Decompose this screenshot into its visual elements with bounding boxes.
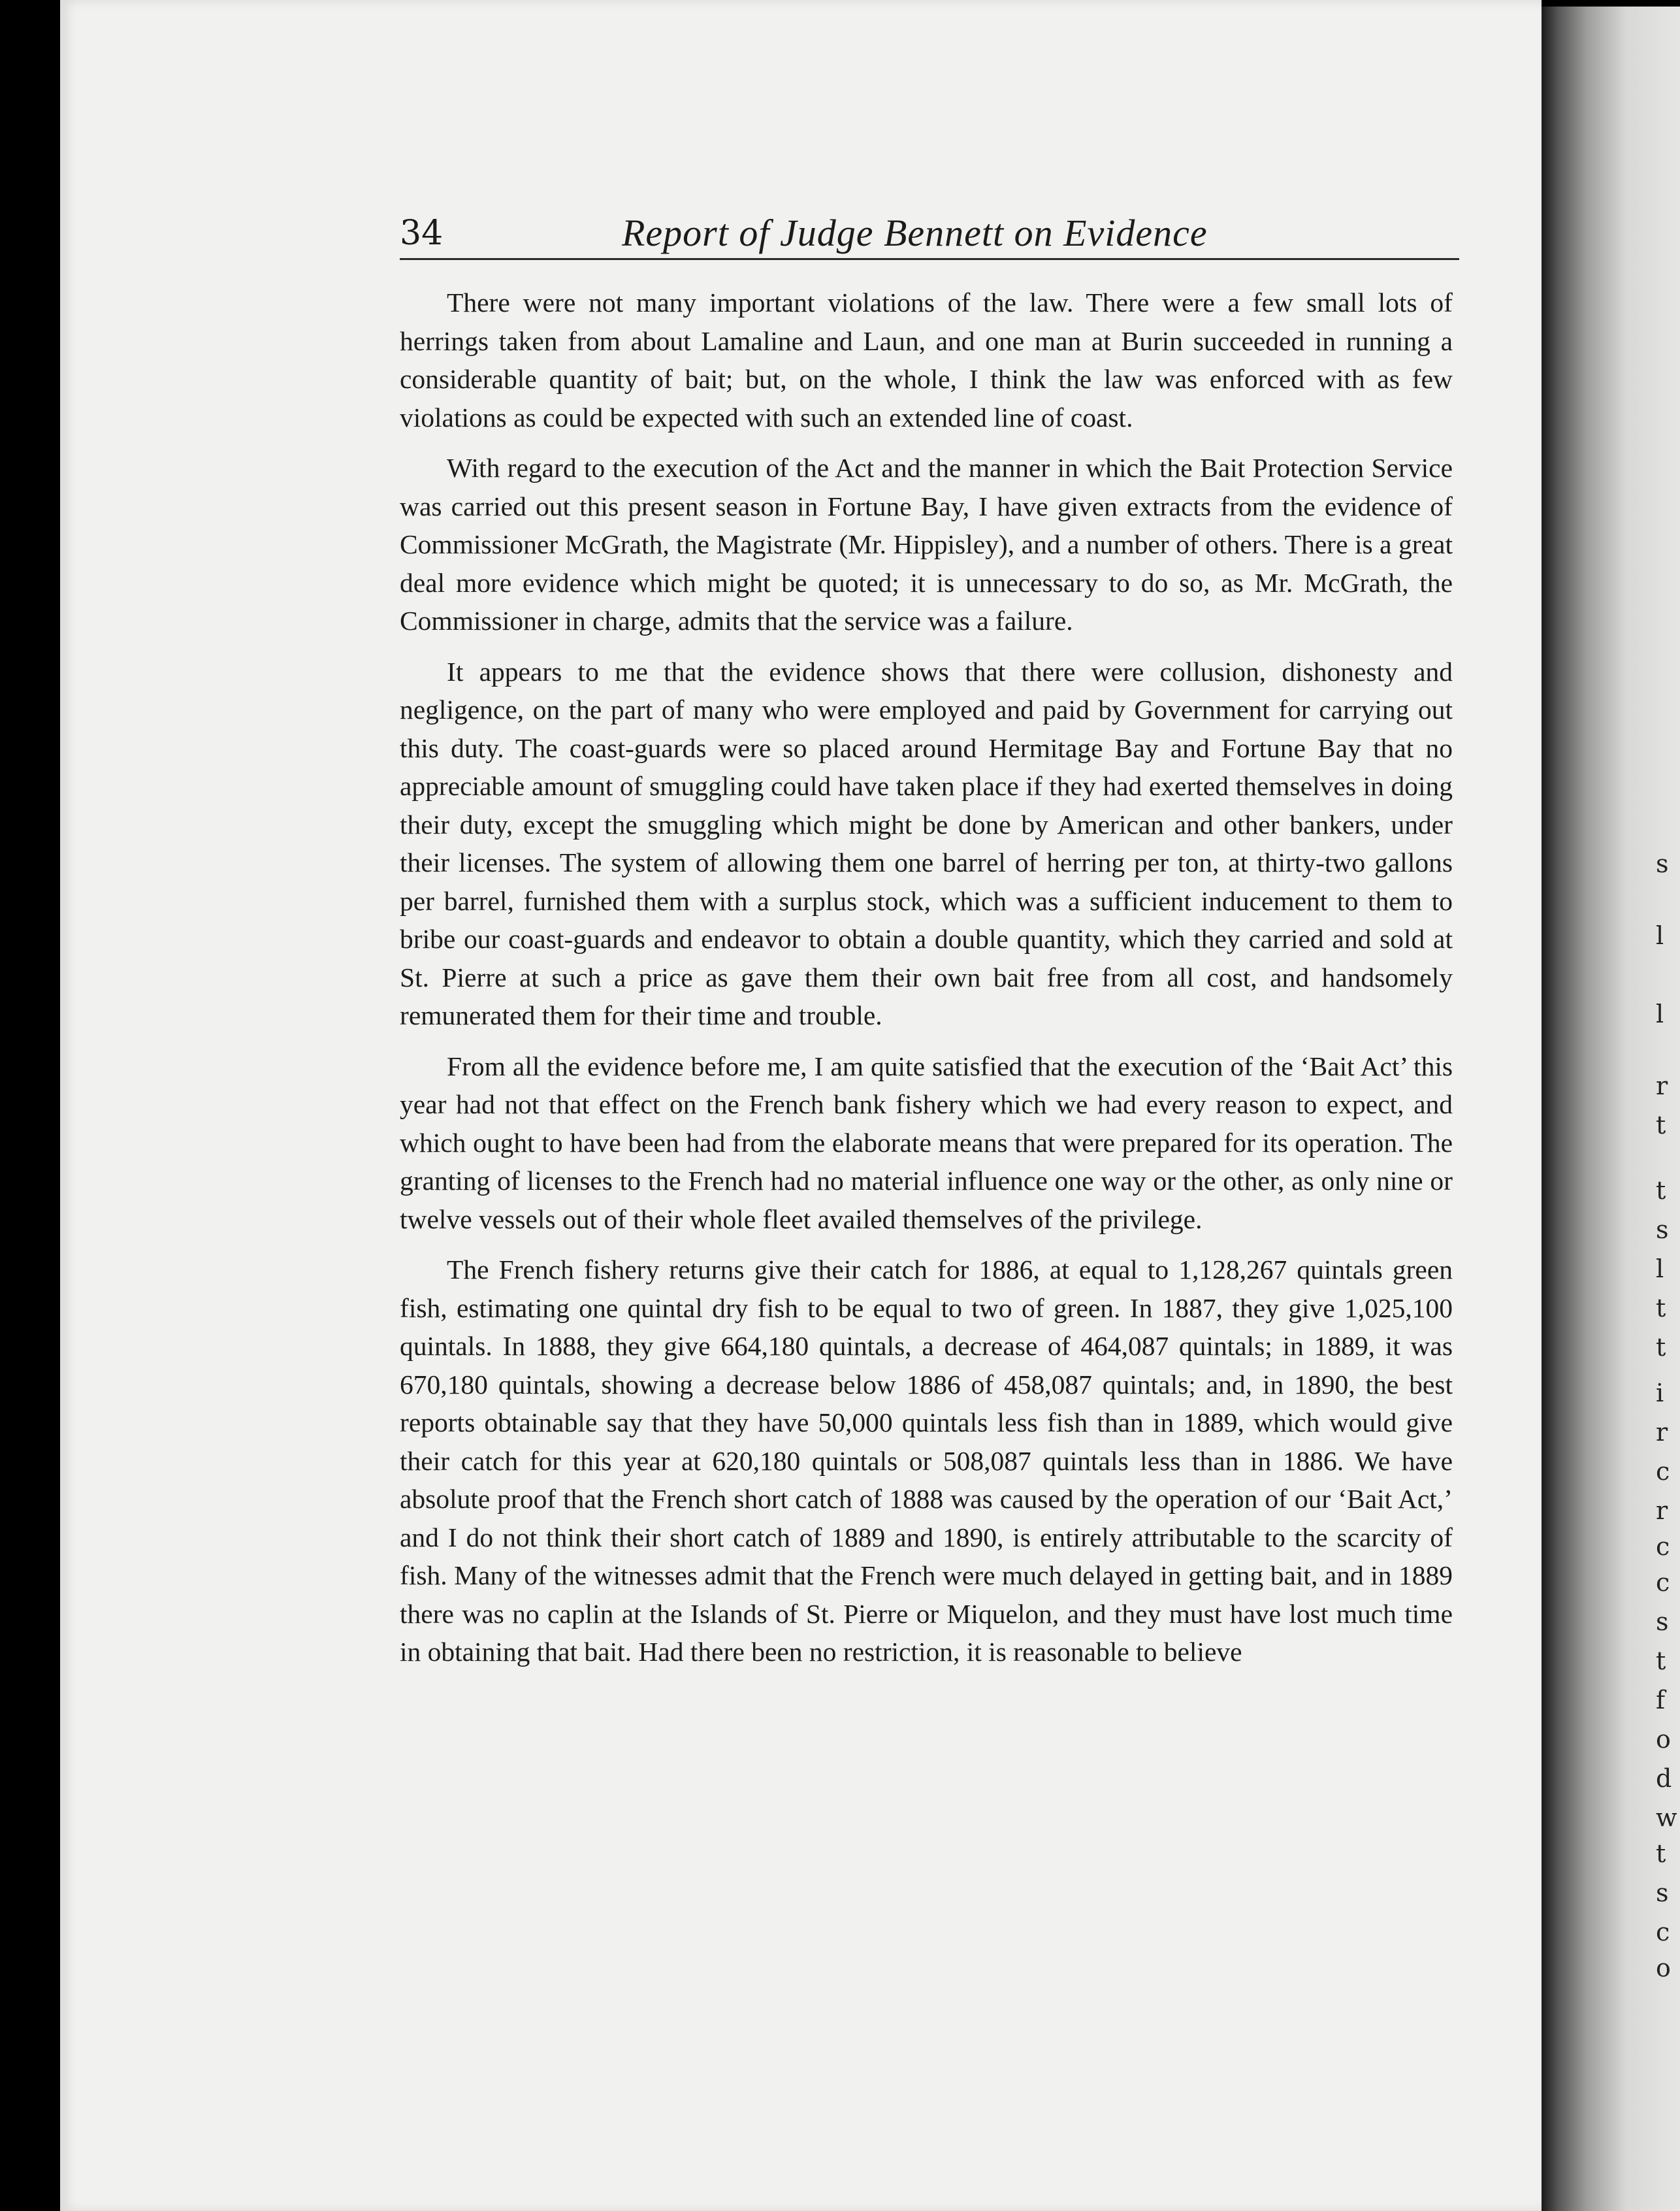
adjacent-page-letters (1656, 0, 1680, 2211)
adjacent-page-letter: s (1656, 1878, 1669, 1907)
adjacent-page-letter: t (1656, 1294, 1666, 1322)
adjacent-page-letter: c (1656, 1457, 1670, 1486)
adjacent-page-letter: t (1656, 1839, 1666, 1868)
adjacent-page-letter: t (1656, 1333, 1666, 1362)
adjacent-page-letter: r (1656, 1496, 1668, 1525)
adjacent-page-letter: c (1656, 1568, 1670, 1597)
paragraph: From all the evidence before me, I am quite satisfied that the execution of the ‘Bait Act’ this year had not that effect on the French bank fishery which we had every reason to expect, and which ought to have been had from the elaborate means that were prepared for its operation. The granting of licenses to the French had no material influence one way or the other, as only nine or twelve vessels out of their whole fleet availed themselves of the privilege. (400, 1051, 1453, 1234)
adjacent-page-letter: c (1656, 1918, 1670, 1946)
paragraph: There were not many important violations of the law. There were a few small lots of herrings taken from about Lamaline and Laun, and one man at Burin succeeded in running a considerable quantity of bait; but, on the whole, I think the law was enforced with as few violations as could be expected with such an extended line of coast. (400, 287, 1453, 433)
adjacent-page-letter: i (1656, 1379, 1664, 1407)
adjacent-page-letter: r (1656, 1072, 1668, 1100)
adjacent-page-letter: r (1656, 1418, 1668, 1447)
paragraph: It appears to me that the evidence shows that there were collusion, dishonesty and negligence, on the part of many who were employed and paid by Government for carrying out this duty. The coast-guards were so placed around Hermitage Bay and Fortune Bay that no appreciable amount of smuggling could have taken place if they had exerted themselves in doing their duty, except the smuggling which might be done by American and other bankers, under their licenses. The system of allowing them one barrel of herring per ton, at thirty-two gallons per barrel, furnished them with a surplus stock, which was a sufficient inducement to them to bribe our coast-guards and endeavor to obtain a double quantity, which they carried and sold at St. Pierre at such a price as gave them their own bait free from all cost, and handsomely remunerated them for their time and trouble. (400, 656, 1453, 1030)
adjacent-page-letter: l (1656, 921, 1664, 950)
adjacent-page-letter: w (1656, 1803, 1677, 1832)
adjacent-page-letter: f (1656, 1686, 1666, 1714)
page-content (400, 199, 1453, 1684)
adjacent-page-letter: t (1656, 1646, 1666, 1675)
running-head (400, 199, 1459, 260)
adjacent-page-letter: t (1656, 1111, 1666, 1139)
paragraph: The French fishery returns give their catch for 1886, at equal to 1,128,267 quintals green fish, estimating one quintal dry fish to be equal to two of green. In 1887, they give 1,025,100 quintals. In 1888, they give 664,180 quintals, a decrease of 464,087 quintals; in 1889, it was 670,180 quintals, showing a decrease below 1886 of 458,087 quintals; and, in 1890, the best reports obtainable say that they have 50,000 quintals less fish than in 1889, which would give their catch for this year at 620,180 quintals or 508,087 quintals less than in 1886. We have absolute proof that the French short catch of 1888 was caused by the operation of our ‘Bait Act,’ and I do not think their short catch of 1889 and 1890, is entirely attributable to the scarcity of fish. Many of the witnesses admit that the French were much delayed in getting bait, and in 1889 there was no caplin at the Islands of St. Pierre or Miquelon, and they must have lost much time in obtaining that bait. Had there been no restriction, it is reasonable to believe (400, 1254, 1453, 1667)
adjacent-page-letter: l (1656, 1000, 1664, 1028)
adjacent-page-letter: t (1656, 1176, 1666, 1205)
adjacent-page-letter: l (1656, 1254, 1664, 1283)
adjacent-page-letter: d (1656, 1764, 1672, 1793)
adjacent-page-letter: o (1656, 1954, 1671, 1982)
adjacent-page-letter: c (1656, 1532, 1670, 1561)
running-head-title: Report of Judge Bennett on Evidence (622, 212, 1208, 254)
adjacent-page-letter: s (1656, 1607, 1669, 1636)
body-text (400, 284, 1453, 1671)
paragraph: With regard to the execution of the Act and the manner in which the Bait Protection Service was carried out this present season in Fortune Bay, I have given extracts from the evidence of Commissioner McGrath, the Magistrate (Mr. Hippisley), and a number of others. There is a great deal more evidence which might be quoted; it is unnecessary to do so, as Mr. McGrath, the Commissioner in charge, admits that the service was a failure. (400, 453, 1453, 636)
page-number: 34 (400, 214, 444, 253)
adjacent-page-letter: o (1656, 1725, 1671, 1754)
adjacent-page-letter: s (1656, 1215, 1669, 1244)
adjacent-page-letter: s (1656, 849, 1669, 878)
